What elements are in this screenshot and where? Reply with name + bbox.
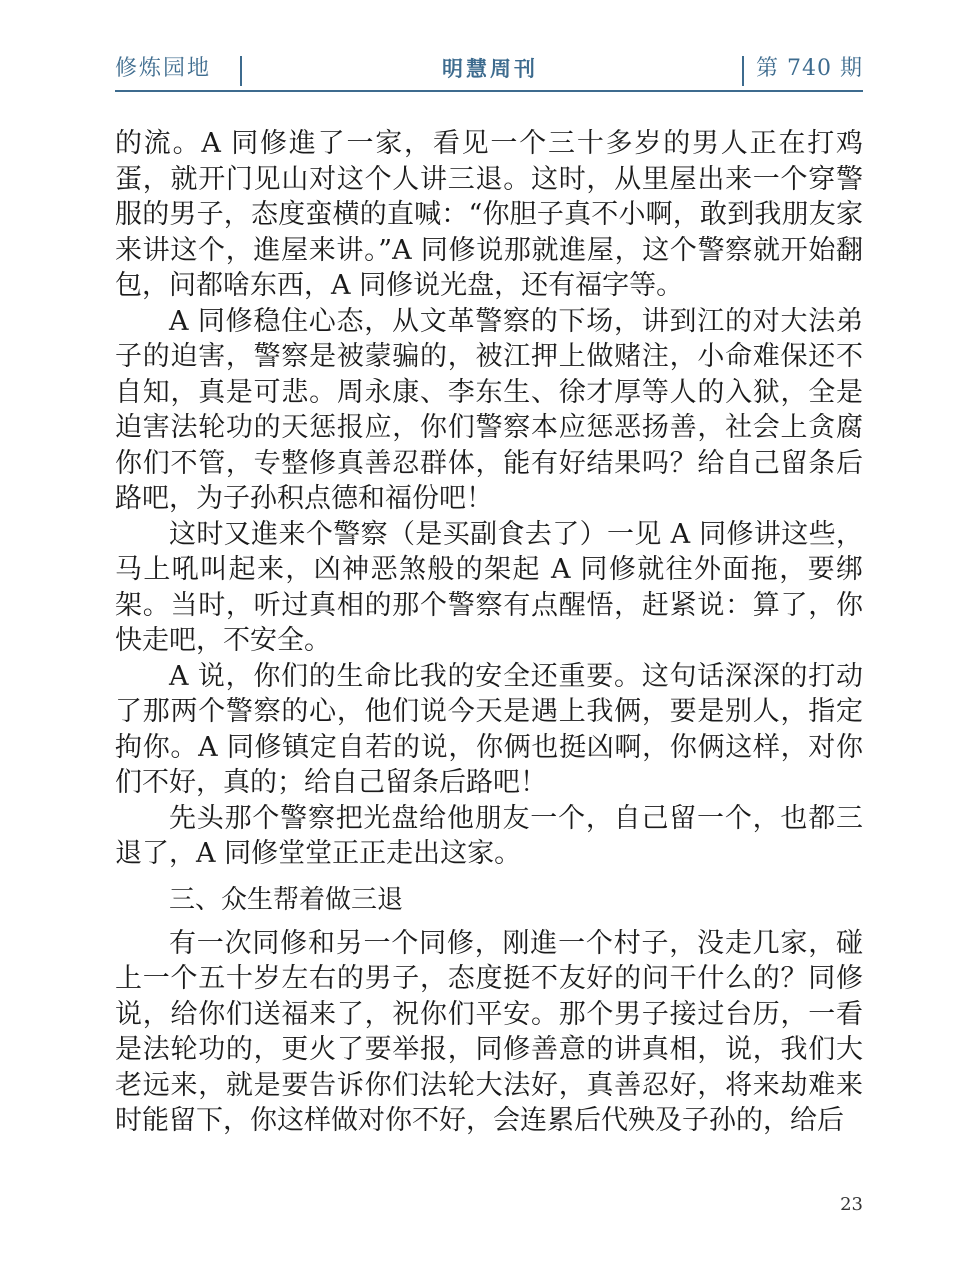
section-heading: 三、众生帮着做三退 xyxy=(169,884,404,915)
paragraph: 先头那个警察把光盘给他朋友一个，自己留一个，也都三退了，A 同修堂堂正正走出这家。 xyxy=(115,802,863,869)
page-number: 23 xyxy=(840,1194,863,1215)
paragraph: A 说，你们的生命比我的安全还重要。这句话深深的打动了那两个警察的心，他们说今天是遇上我俩，要是别人，指定拘你。A 同修镇定自若的说，你俩也挺凶啊，你俩这样，对你们不好，真的；给自己留条后路吧！ xyxy=(115,660,863,798)
paragraph: A 同修稳住心态，从文革警察的下场，讲到江的对大法弟子的迫害，警察是被蒙骗的，被江押上做赌注，小命难保还不自知，真是可悲。周永康、李东生、徐才厚等人的入狱，全是迫害法轮功的天惩报应，你们警察本应惩恶扬善，社会上贪腐你们不管，专整修真善忍群体，能有好结果吗？给自己留条后路吧，为子孙积点德和福份吧！ xyxy=(115,305,863,514)
header-issue-number: 第 740 期 xyxy=(756,56,863,81)
header-rule xyxy=(115,90,863,92)
header-section-title: 修炼园地 xyxy=(115,56,212,81)
header-publication-title: 明慧周刊 xyxy=(442,56,538,81)
article-body xyxy=(115,126,863,1139)
page-header xyxy=(115,52,863,90)
paragraph: 这时又進来个警察（是买副食去了）一见 A 同修讲这些，马上吼叫起来，凶神恶煞般的架起 A 同修就往外面拖，要绑架。当时，听过真相的那个警察有点醒悟，赶紧说：算了，你快走吧，不安全。 xyxy=(115,518,863,656)
paragraph: 的流。A 同修進了一家，看见一个三十多岁的男人正在打鸡蛋，就开门见山对这个人讲三退。这时，从里屋出来一个穿警服的男子，态度蛮横的直喊：“你胆子真不小啊，敢到我朋友家来讲这个，進屋来讲。”A 同修说那就進屋，这个警察就开始翻包，问都啥东西，A 同修说光盘，还有福字等。 xyxy=(115,128,863,301)
paragraph: 有一次同修和另一个同修，刚進一个村子，没走几家，碰上一个五十岁左右的男子，态度挺不友好的问干什么的？同修说，给你们送福来了，祝你们平安。那个男子接过台历，一看是法轮功的，更火了要举报，同修善意的讲真相，说，我们大老远来，就是要告诉你们法轮大法好，真善忍好，将来劫难来时能留下，你这样做对你不好，会连累后代殃及子孙的，给后 xyxy=(115,927,863,1136)
